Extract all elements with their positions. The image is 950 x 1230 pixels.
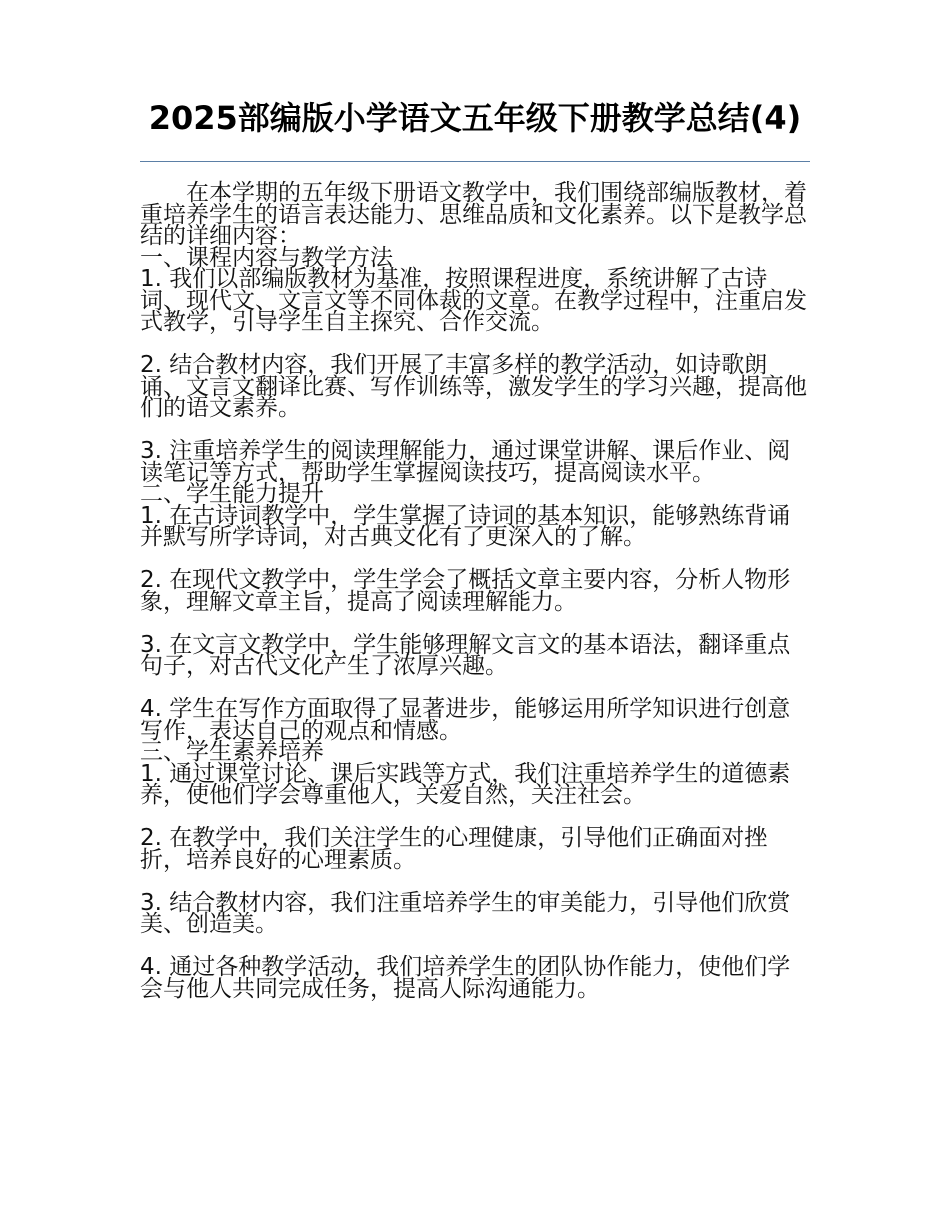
intro-paragraph: 在本学期的五年级下册语文教学中，我们围绕部编版教材，着重培养学生的语言表达能力、思维品质和文化素养。以下是教学总结的详细内容： — [140, 180, 807, 249]
section-item: 3. 结合教材内容，我们注重培养学生的审美能力，引导他们欣赏美、创造美。 — [140, 889, 791, 937]
section-heading: 二、学生能力提升 — [140, 481, 324, 507]
document-title: 2025部编版小学语文五年级下册教学总结(4) — [148, 99, 802, 137]
section-item: 3. 在文言文教学中，学生能够理解文言文的基本语法，翻译重点句子，对古代文化产生了浓厚兴趣。 — [140, 631, 791, 679]
document-body — [140, 180, 812, 1002]
section-item: 2. 在教学中，我们关注学生的心理健康，引导他们正确面对挫折，培养良好的心理素质。 — [140, 825, 768, 873]
section-item: 4. 学生在写作方面取得了显著进步，能够运用所学知识进行创意写作，表达自己的观点和情感。 — [140, 696, 791, 744]
section-item: 1. 我们以部编版教材为基准，按照课程进度，系统讲解了古诗词、现代文、文言文等不同体裁的文章。在教学过程中，注重启发式教学，引导学生自主探究、合作交流。 — [140, 266, 807, 335]
section-heading: 一、课程内容与教学方法 — [140, 244, 393, 271]
section-item: 1. 在古诗词教学中，学生掌握了诗词的基本知识，能够熟练背诵并默写所学诗词，对古典文化有了更深入的了解。 — [140, 502, 791, 550]
section-item: 4. 通过各种教学活动，我们培养学生的团队协作能力，使他们学会与他人共同完成任务，提高人际沟通能力。 — [140, 954, 791, 1002]
title-divider — [140, 161, 810, 162]
section-item: 2. 结合教材内容，我们开展了丰富多样的教学活动，如诗歌朗诵、文言文翻译比赛、写作训练等，激发学生的学习兴趣，提高他们的语文素养。 — [140, 352, 807, 421]
section-item: 2. 在现代文教学中，学生学会了概括文章主要内容，分析人物形象，理解文章主旨，提高了阅读理解能力。 — [140, 567, 791, 615]
section-item: 3. 注重培养学生的阅读理解能力，通过课堂讲解、课后作业、阅读笔记等方式，帮助学生掌握阅读技巧，提高阅读水平。 — [140, 438, 791, 486]
section-item: 1. 通过课堂讨论、课后实践等方式，我们注重培养学生的道德素养，使他们学会尊重他人，关爱自然，关注社会。 — [140, 760, 791, 808]
section-heading: 三、学生素养培养 — [140, 739, 324, 765]
